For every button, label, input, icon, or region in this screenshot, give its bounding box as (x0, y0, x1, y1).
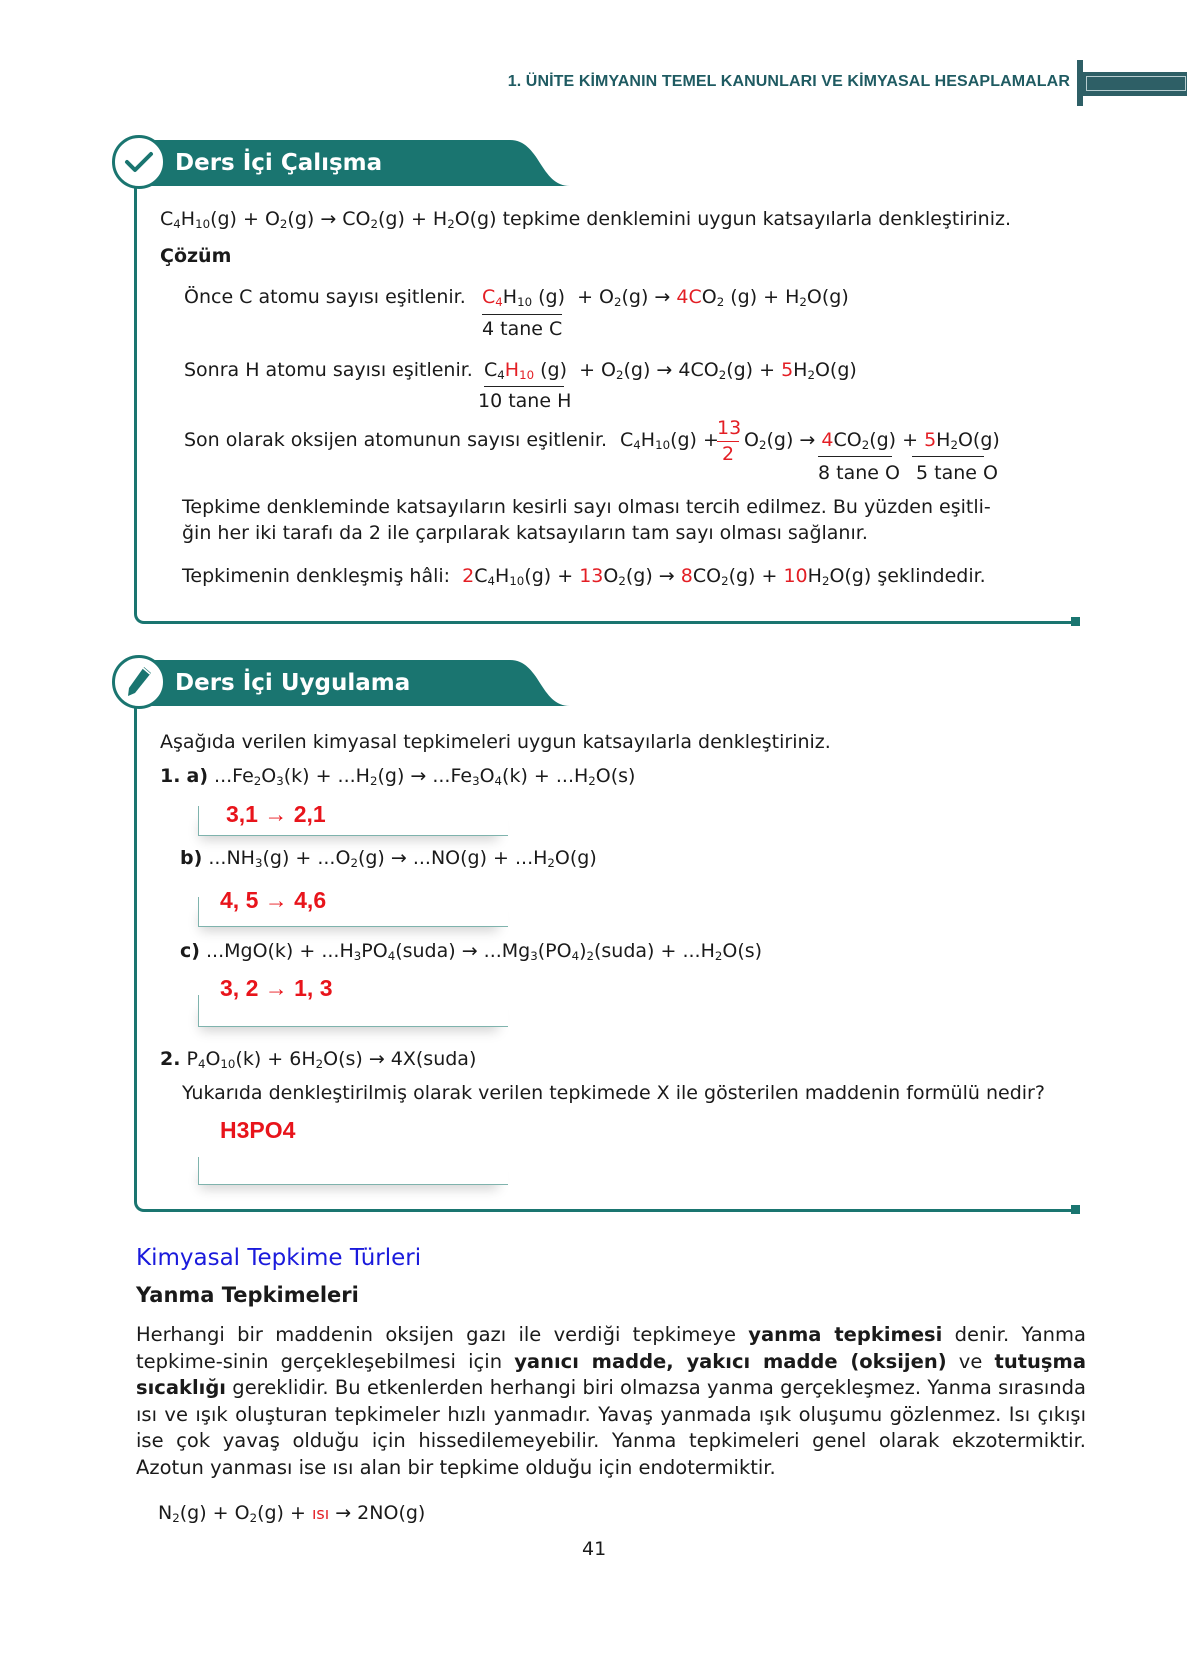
box-end-marker (1071, 1205, 1080, 1214)
answer-1c: 3, 2 → 1, 3 (220, 975, 333, 1001)
solution-label: Çözüm (160, 245, 232, 267)
answer-field-2[interactable] (198, 1157, 508, 1185)
section-title: Ders İçi Uygulama (175, 670, 411, 696)
question-1c: c) $...MgO(k) + ...H_3PO_4(suda)$ → $...Mg_3(PO_4)_2(suda) + ...H_2O(s)$ (180, 940, 763, 963)
answer-1a: 3,1 → 2,1 (226, 801, 326, 827)
pencil-icon (124, 665, 154, 699)
fraction-denominator: 2 (722, 443, 735, 465)
answer-1b: 4, 5 → 4,6 (220, 887, 327, 913)
badge (112, 655, 166, 709)
instruction: Aşağıda verilen kimyasal tepkimeleri uygun katsayılarla denkleştiriniz. (160, 731, 831, 753)
step3-equation-right: $O_2(g) \to 4CO_2(g) + 5H_2O(g)$ (744, 429, 1000, 452)
subheading: Yanma Tepkimeleri (136, 1283, 359, 1307)
underline (912, 456, 984, 457)
step2-under: 10 tane H (478, 390, 572, 412)
step1-equation: $C_4H_{10}$ $(g) + O_2(g) \to 4CO_2$ $(g) + H_2O(g)$ (482, 286, 849, 309)
section-ders-ici-calisma (134, 175, 1074, 624)
unit-title: 1. ÜNİTE KİMYANIN TEMEL KANUNLARI VE KİMYASAL HESAPLAMALAR (507, 73, 1070, 90)
underline (484, 386, 564, 387)
step1-text: Önce C atomu sayısı eşitlenir. (184, 286, 466, 308)
note-line-2: ğin her iki tarafı da 2 ile çarpılarak katsayıların tam sayı olması sağlanır. (182, 522, 868, 544)
fraction-numerator: 13 (717, 417, 742, 439)
answer-2: H3PO4 (220, 1117, 296, 1143)
final-equation: Tepkimenin denkleşmiş hâli: $2C_4H_{10}(g) + 13O_2(g) \to 8CO_2(g) + 10H_2O(g)$ şeklindedir. (182, 565, 986, 588)
under-h2o: 5 tane O (916, 462, 998, 484)
question-text: $C_4H_{10}(g) + O_2(g) \to CO_2(g) + H_2O(g)$ tepkime denklemini uygun katsayılarla denkleştiriniz. (160, 208, 1012, 231)
question-2-text: Yukarıda denkleştirilmiş olarak verilen tepkimede X ile gösterilen maddenin formülü nedir? (182, 1082, 1045, 1104)
question-2-equation: 2. $P_4O_{10}(k) + 6H_2O(s)$ → 4X(suda) (160, 1048, 477, 1071)
step3-text: Son olarak oksijen atomunun sayısı eşitlenir. (184, 429, 608, 451)
note-line-1: Tepkime denkleminde katsayıların kesirli sayı olması tercih edilmez. Bu yüzden eşitli- (182, 496, 991, 518)
step3-equation-left: $C_4H_{10}(g)$ + (620, 429, 719, 452)
question-1b: b) $...NH_3(g) + ...O_2(g) \to ...NO(g) + ...H_2O(g)$ (180, 847, 597, 870)
checkmark-icon (124, 150, 154, 174)
step2-text: Sonra H atomu sayısı eşitlenir. (184, 359, 473, 381)
question-1a: 1. a) $...Fe_2O_3(k) + ...H_2(g) \to ...Fe_3O_4(k) + ...H_2O(s)$ (160, 765, 636, 788)
banner-wave (470, 660, 570, 708)
page-number: 41 (582, 1538, 607, 1560)
badge (112, 135, 166, 189)
underline (482, 314, 562, 315)
header-bar-decoration (1086, 76, 1186, 91)
under-co2: 8 tane O (818, 462, 900, 484)
underline (818, 456, 892, 457)
box-end-marker (1071, 617, 1080, 626)
section-heading: Kimyasal Tepkime Türleri (136, 1245, 422, 1271)
step2-equation: $C_4H_{10}$ $(g) + O_2(g) \to 4CO_2(g) + 5H_2O(g)$ (484, 359, 857, 382)
section-title: Ders İçi Çalışma (175, 150, 383, 176)
nitrogen-equation: $N_2(g) + O_2(g)$ + ısı → 2NO(g) (158, 1502, 426, 1525)
banner-wave (470, 140, 570, 188)
step1-under: 4 tane C (482, 318, 563, 340)
paragraph: Herhangi bir maddenin oksijen gazı ile verdiği tepkimeye yanma tepkimesi denir. Yanma tepkime-sinin gerçekleşebilmesi için yanıcı madde, yakıcı madde (oksijen) ve tutuşma sıcaklığı gereklidir. Bu etkenlerden herhangi biri olmazsa yanma gerçekleşmez. Yanma sırasında ısı ve ışık oluşturan tepkimeler hızlı yanmadır. Yavaş yanmada ışık oluşumu gözlenmez. Isı çıkışı ise çok yavaş olduğu için hissedilemeyebilir. Yanma tepkimeleri genel olarak ekzotermiktir. Azotun yanması ise ısı alan bir tepkime olduğu için endotermiktir. (136, 1323, 1086, 1479)
